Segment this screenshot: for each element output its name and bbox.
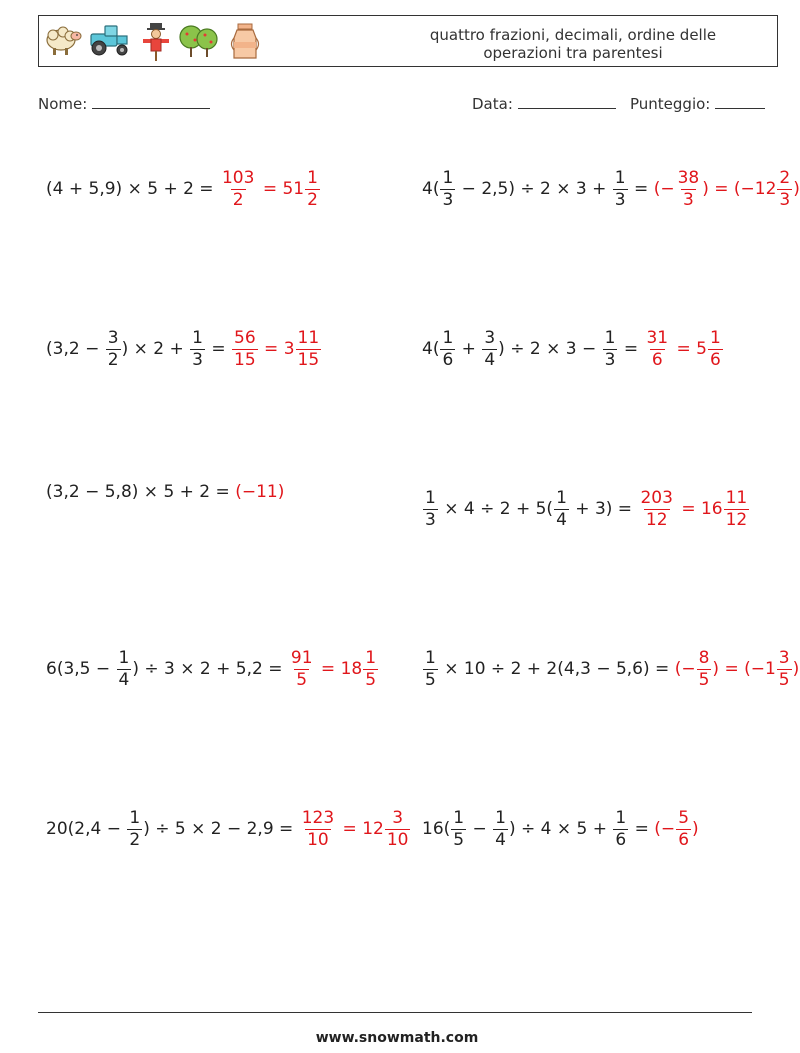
numerator: 1 — [192, 328, 203, 348]
expression-text: 20(2,4 − — [46, 819, 127, 839]
denominator: 4 — [495, 830, 506, 850]
numerator: 1 — [365, 648, 377, 668]
denominator: 5 — [425, 670, 436, 690]
fraction — [554, 490, 569, 529]
numerator: 11 — [725, 488, 748, 508]
answer-text: = 3 — [258, 339, 295, 359]
denominator: 4 — [118, 670, 130, 690]
numerator: 38 — [677, 168, 700, 188]
numerator: 1 — [442, 168, 454, 188]
denominator: 4 — [556, 510, 567, 530]
answer-fraction — [697, 650, 712, 689]
expression-text: − — [467, 819, 493, 839]
fraction — [613, 170, 628, 209]
denominator: 6 — [442, 350, 454, 370]
expression-text: 4( — [422, 339, 440, 359]
denominator: 5 — [296, 670, 308, 690]
denominator: 3 — [614, 190, 626, 210]
denominator: 2 — [307, 190, 318, 210]
answer-fraction — [305, 170, 320, 209]
numerator: 2 — [779, 168, 791, 188]
expression-text: ) ÷ 4 × 5 + — [508, 819, 613, 839]
numerator: 91 — [290, 648, 313, 668]
milk-jug-icon — [229, 22, 261, 62]
answer — [299, 810, 412, 849]
worksheet-header — [38, 15, 778, 67]
denominator: 3 — [604, 350, 616, 370]
numerator: 1 — [556, 488, 567, 508]
answer-text: (− — [653, 179, 675, 199]
date-label: Data: — [472, 95, 513, 113]
expression-text: − 2,5) ÷ 2 × 3 + — [456, 179, 612, 199]
answer-text: ) — [692, 819, 699, 839]
answer — [219, 170, 321, 209]
answer-text: ) = (−1 — [712, 659, 776, 679]
fraction — [603, 330, 618, 369]
expression-text: = — [628, 179, 654, 199]
denominator: 4 — [484, 350, 496, 370]
numerator: 1 — [307, 168, 318, 188]
numerator: 1 — [425, 488, 436, 508]
score-blank[interactable] — [715, 94, 765, 109]
answer-fraction — [300, 810, 336, 849]
sheep-icon — [43, 22, 83, 58]
numerator: 1 — [495, 808, 506, 828]
expression-text: (3,2 − 5,8) × 5 + 2 = — [46, 482, 236, 502]
denominator: 6 — [651, 350, 663, 370]
answer — [643, 330, 723, 369]
denominator: 15 — [297, 350, 320, 370]
numerator: 1 — [442, 328, 454, 348]
denominator: 3 — [192, 350, 203, 370]
answer-text: ) — [792, 659, 800, 679]
denominator: 15 — [234, 350, 256, 370]
numerator: 103 — [221, 168, 255, 188]
problem-8 — [422, 650, 799, 689]
name-label: Nome: — [38, 95, 88, 113]
fraction — [613, 810, 628, 849]
denominator: 3 — [425, 510, 436, 530]
answer-fraction — [638, 490, 674, 529]
scarecrow-icon — [141, 22, 171, 62]
numerator: 3 — [107, 328, 119, 348]
expression-text: (3,2 − — [46, 339, 105, 359]
score-label: Punteggio: — [630, 95, 711, 113]
problem-3 — [46, 330, 322, 369]
fraction — [440, 170, 455, 209]
expression-text: ) × 2 + — [121, 339, 190, 359]
denominator: 3 — [682, 190, 694, 210]
problem-6 — [422, 490, 750, 529]
problem-5 — [46, 484, 284, 501]
numerator: 5 — [678, 808, 690, 828]
answer — [675, 650, 800, 689]
answer-fraction — [724, 490, 750, 529]
denominator: 10 — [307, 830, 329, 850]
problem-2 — [422, 170, 800, 209]
answer — [235, 484, 284, 501]
problem-4 — [422, 330, 724, 369]
numerator: 3 — [778, 648, 790, 668]
numerator: 1 — [425, 648, 436, 668]
answer — [654, 810, 698, 849]
denominator: 2 — [129, 830, 141, 850]
denominator: 6 — [678, 830, 690, 850]
answer-fraction — [708, 330, 723, 369]
denominator: 2 — [232, 190, 244, 210]
denominator: 6 — [710, 350, 721, 370]
header-icons — [43, 22, 273, 62]
expression-text: 4( — [422, 179, 440, 199]
fraction — [440, 330, 455, 369]
numerator: 31 — [646, 328, 669, 348]
numerator: 1 — [614, 168, 626, 188]
answer-text: ) — [793, 179, 800, 199]
answer-text: = 16 — [675, 499, 723, 519]
answer-text: = 18 — [315, 659, 363, 679]
fraction — [423, 650, 438, 689]
numerator: 8 — [698, 648, 710, 668]
denominator: 2 — [107, 350, 119, 370]
numerator: 1 — [453, 808, 465, 828]
answer-fraction — [676, 810, 691, 849]
answer-fraction — [777, 170, 792, 209]
answer-fraction — [220, 170, 256, 209]
expression-text: + 3) = — [569, 499, 638, 519]
denominator: 5 — [365, 670, 377, 690]
answer-fraction — [676, 170, 702, 209]
fraction — [482, 330, 497, 369]
fraction — [423, 490, 438, 529]
problem-10 — [422, 810, 699, 849]
date-field — [472, 94, 616, 113]
numerator: 1 — [118, 648, 130, 668]
answer-text: = 51 — [257, 179, 305, 199]
fraction — [190, 330, 205, 369]
answer-text: ) = (−12 — [702, 179, 777, 199]
answer — [654, 170, 800, 209]
numerator: 11 — [297, 328, 320, 348]
score-field — [630, 94, 765, 113]
expression-text: = — [618, 339, 644, 359]
numerator: 203 — [640, 488, 673, 508]
numerator: 1 — [710, 328, 721, 348]
expression-text: × 10 ÷ 2 + 2(4,3 − 5,6) = — [438, 659, 675, 679]
worksheet-title: quattro frazioni, decimali, ordine delle operazioni tra parentesi — [429, 26, 717, 62]
expression-text: ) ÷ 3 × 2 + 5,2 = — [132, 659, 288, 679]
expression-text: (4 + 5,9) × 5 + 2 = — [46, 179, 219, 199]
problem-9 — [46, 810, 411, 849]
answer — [637, 490, 750, 529]
expression-text: 16( — [422, 819, 451, 839]
answer-text: (− — [674, 659, 696, 679]
expression-text: × 4 ÷ 2 + 5( — [438, 499, 554, 519]
fraction — [117, 650, 132, 689]
expression-text: = — [205, 339, 232, 359]
expression-text: + — [456, 339, 482, 359]
answer-text: = 12 — [337, 819, 384, 839]
answer-fraction — [232, 330, 258, 369]
answer-text: = 5 — [671, 339, 707, 359]
denominator: 3 — [442, 190, 454, 210]
fraction — [493, 810, 508, 849]
answer-fraction — [296, 330, 322, 369]
numerator: 1 — [615, 808, 627, 828]
footer-divider — [38, 1012, 752, 1013]
answer-fraction — [363, 650, 378, 689]
denominator: 10 — [386, 830, 409, 850]
name-field — [38, 94, 210, 113]
denominator: 12 — [645, 510, 668, 530]
fraction — [106, 330, 121, 369]
answer-text: (−11) — [235, 482, 285, 502]
tractor-icon — [87, 22, 133, 58]
answer-fraction — [385, 810, 411, 849]
numerator: 123 — [301, 808, 335, 828]
bushes-icon — [177, 22, 221, 58]
denominator: 5 — [453, 830, 465, 850]
fraction — [127, 810, 142, 849]
expression-text: = — [629, 819, 655, 839]
denominator: 5 — [698, 670, 710, 690]
numerator: 56 — [234, 328, 256, 348]
expression-text: ) ÷ 5 × 2 − 2,9 = — [143, 819, 299, 839]
answer — [231, 330, 322, 369]
answer-fraction — [777, 650, 792, 689]
numerator: 3 — [392, 808, 404, 828]
problem-7 — [46, 650, 379, 689]
answer-fraction — [289, 650, 315, 689]
answer-text: (− — [654, 819, 676, 839]
numerator: 1 — [604, 328, 616, 348]
denominator: 6 — [615, 830, 627, 850]
answer — [288, 650, 379, 689]
expression-text: ) ÷ 2 × 3 − — [498, 339, 602, 359]
numerator: 3 — [484, 328, 496, 348]
expression-text: 6(3,5 − — [46, 659, 116, 679]
answer-fraction — [644, 330, 670, 369]
denominator: 3 — [779, 190, 791, 210]
fraction — [451, 810, 466, 849]
name-blank[interactable] — [92, 94, 210, 109]
footer-url: www.snowmath.com — [315, 1030, 479, 1046]
denominator: 5 — [778, 670, 790, 690]
denominator: 12 — [725, 510, 748, 530]
date-blank[interactable] — [518, 94, 616, 109]
numerator: 1 — [129, 808, 141, 828]
problem-1 — [46, 170, 321, 209]
